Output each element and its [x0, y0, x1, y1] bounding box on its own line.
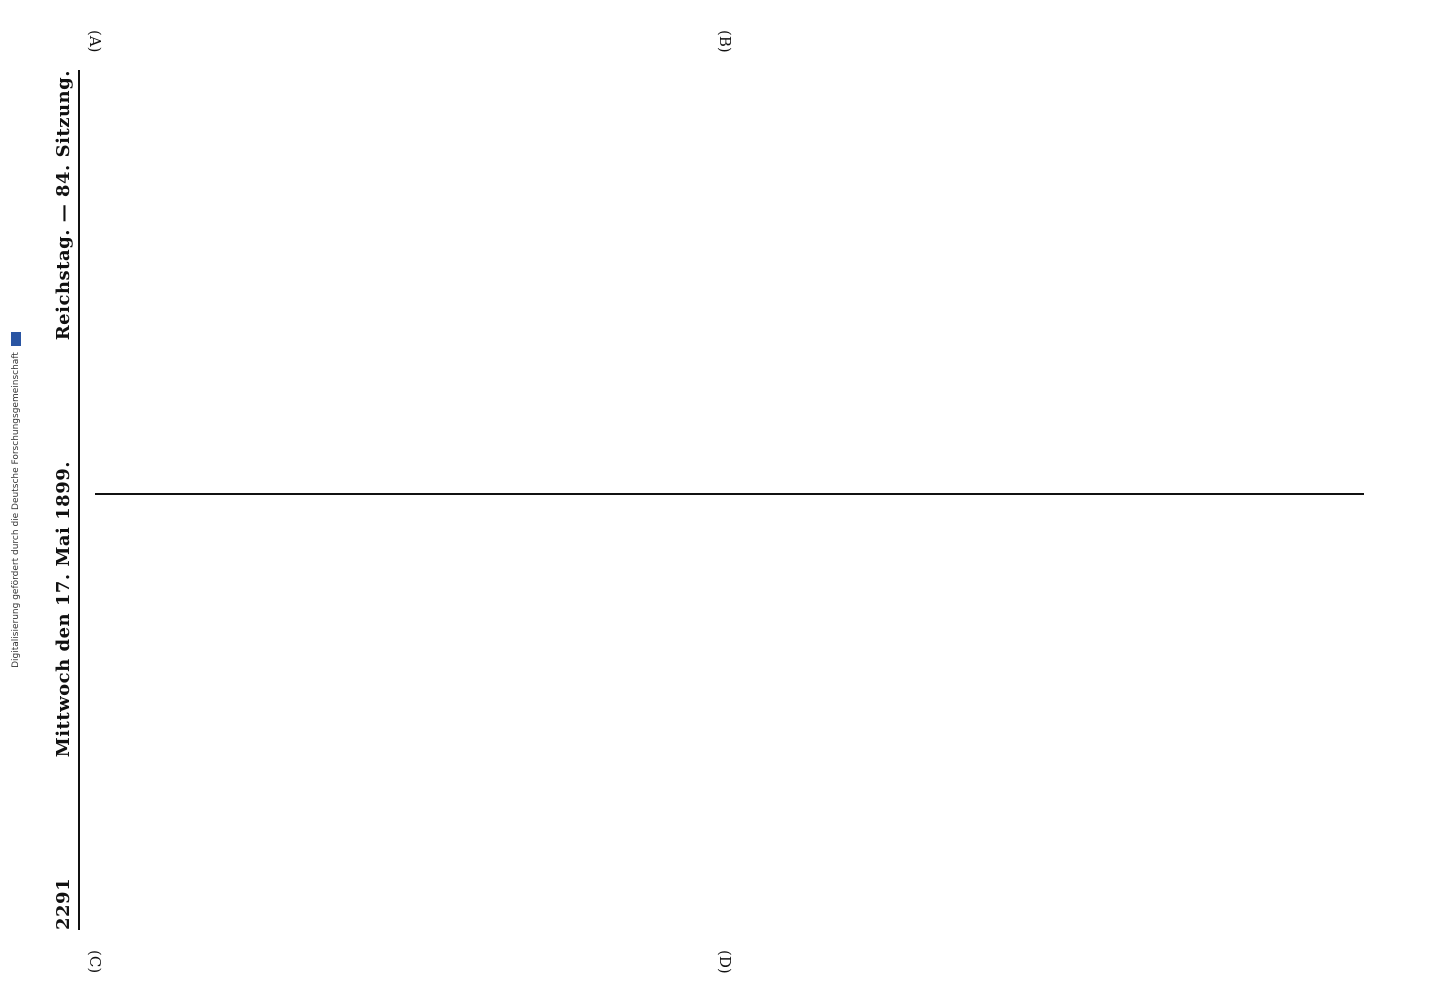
footer-credit: Digitalisierung gefördert durch die Deutsche Forschungsgemeinschaft — [11, 352, 21, 668]
column-rule — [95, 493, 1364, 495]
page-footer — [6, 0, 26, 1000]
dfg-logo-icon — [11, 332, 21, 346]
header-title: Reichstag. — 84. Sitzung. — [53, 70, 74, 341]
header-page-number: 2291 — [53, 877, 74, 930]
gutter-marker-b: (B) — [716, 30, 734, 53]
header-date: Mittwoch den 17. Mai 1899. — [53, 460, 74, 758]
gutter-marker-c: (C) — [86, 950, 104, 974]
left-column — [100, 70, 1374, 485]
gutter-marker-d: (D) — [716, 950, 734, 974]
gutter-marker-a: (A) — [86, 30, 104, 53]
right-column — [100, 505, 1374, 930]
